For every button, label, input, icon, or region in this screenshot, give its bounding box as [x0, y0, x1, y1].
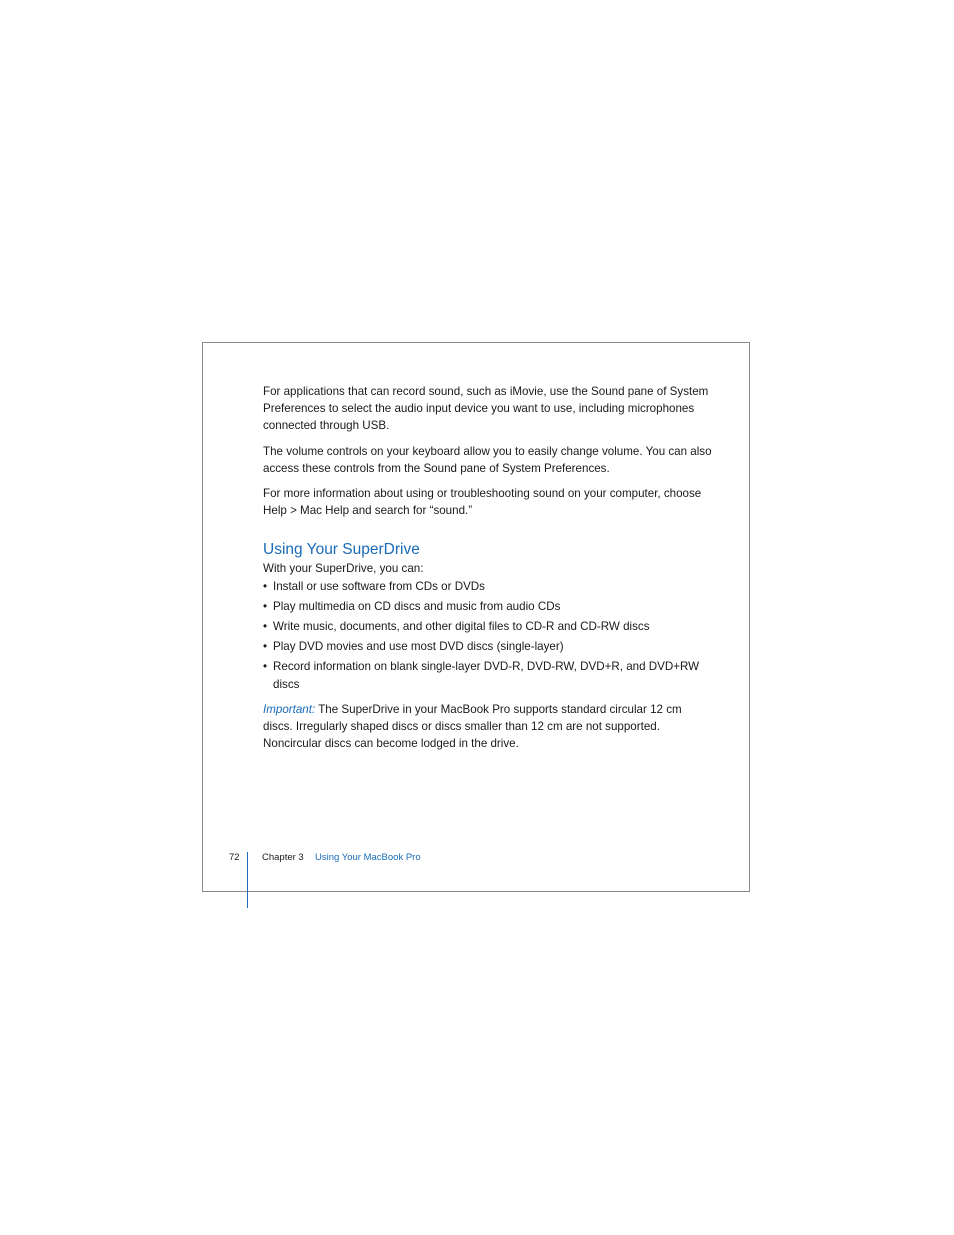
footer-divider	[247, 852, 248, 908]
list-item: • Play DVD movies and use most DVD discs (single-layer)	[263, 638, 713, 655]
paragraph-volume-controls: The volume controls on your keyboard allow you to easily change volume. You can also access these controls from the Sound pane of System Preferences.	[263, 444, 712, 475]
list-item: • Install or use software from CDs or DVDs	[263, 578, 713, 595]
page-number: 72	[229, 852, 240, 863]
list-item: • Record information on blank single-layer DVD-R, DVD-RW, DVD+R, and DVD+RW discs	[263, 658, 713, 692]
list-item: • Write music, documents, and other digital files to CD-R and CD-RW discs	[263, 618, 713, 635]
page-content	[263, 383, 713, 760]
important-text: The SuperDrive in your MacBook Pro supports standard circular 12 cm discs. Irregularly shaped discs or discs smaller than 12 cm are not supported. Noncircular discs can become lodged in the drive.	[263, 702, 682, 751]
important-label: Important:	[263, 702, 316, 716]
list-item: • Play multimedia on CD discs and music from audio CDs	[263, 598, 713, 615]
section-intro: With your SuperDrive, you can:	[263, 562, 424, 576]
important-note	[263, 701, 713, 753]
paragraph-more-info: For more information about using or troubleshooting sound on your computer, choose Help > Mac Help and search for “sound.”	[263, 487, 702, 518]
page-footer	[0, 850, 954, 870]
chapter-label: Chapter 3	[262, 852, 304, 863]
superdrive-capabilities-list	[263, 578, 713, 693]
paragraph-record-sound: For applications that can record sound, such as iMovie, use the Sound pane of System Preferences to select the audio input device you want to use, including microphones connected through USB.	[263, 385, 709, 433]
section-heading: Using Your SuperDrive	[263, 541, 420, 559]
chapter-title: Using Your MacBook Pro	[315, 852, 421, 863]
